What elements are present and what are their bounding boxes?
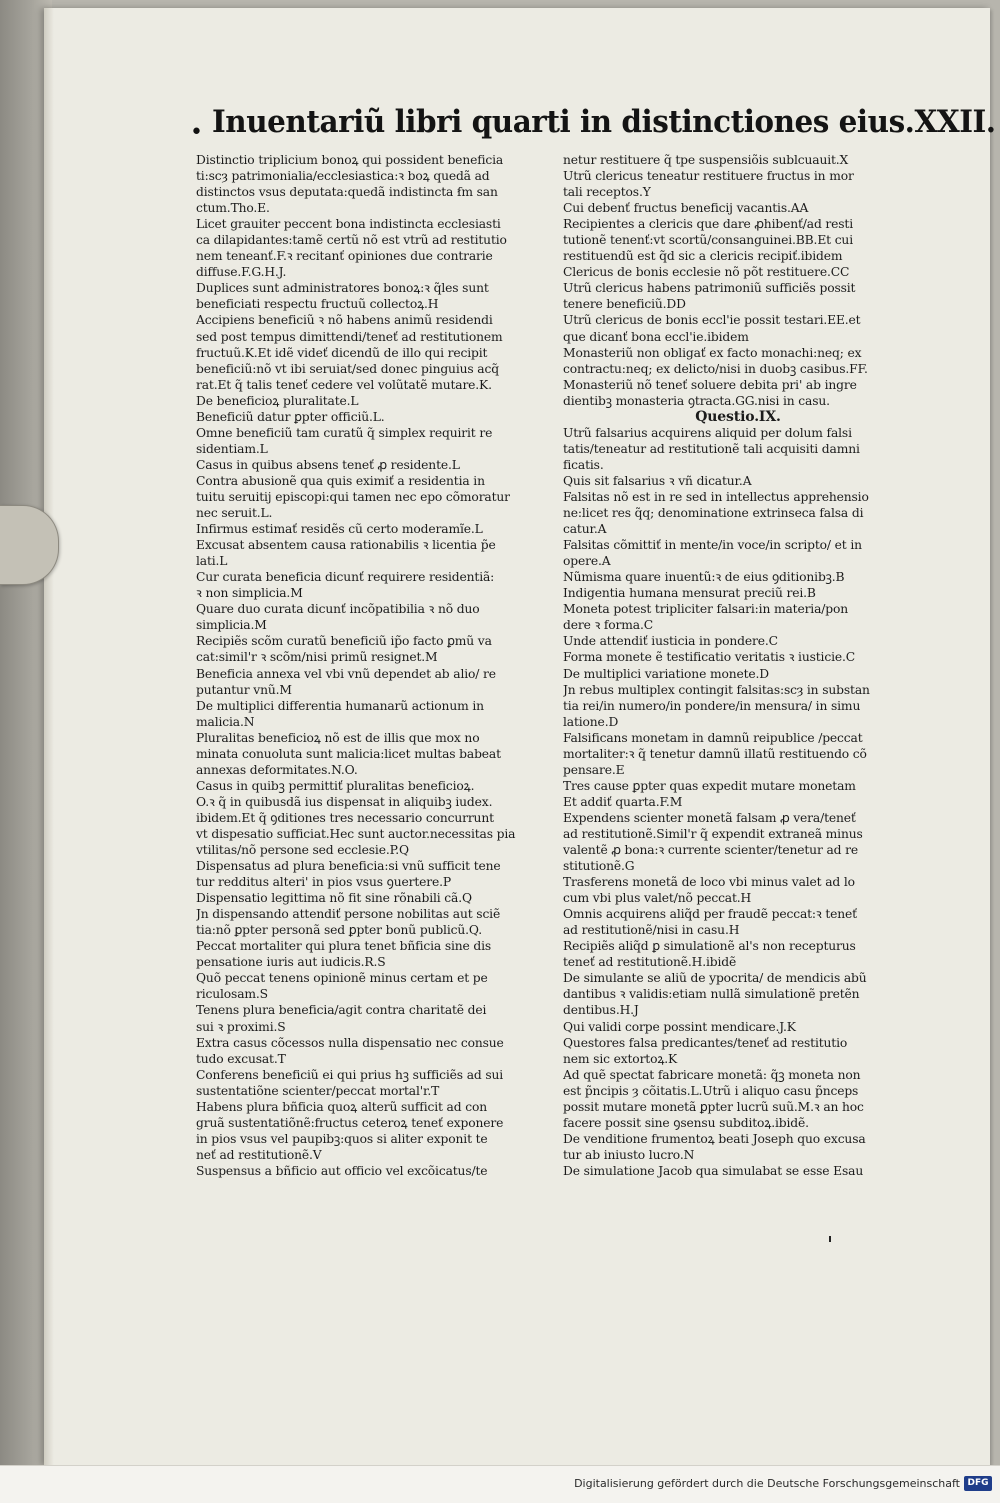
text-line: ad restitutionẽ.Simil'r q̃ expendit extraneã minus <box>563 826 863 841</box>
text-line: Duplices sunt administratores bonoꝝ:ꝛ q̃les sunt <box>196 281 489 296</box>
text-line: De beneficioꝝ pluralitate.L <box>196 393 359 408</box>
dfg-logo: DFG <box>964 1476 992 1491</box>
text-line: in pios vsus vel paupibꝫ:quos si aliter exponit te <box>196 1131 488 1146</box>
text-line: annexas deformitates.N.O. <box>196 762 358 777</box>
text-line: Conferens beneficiũ ei qui prius hꝫ sufficiẽs ad sui <box>196 1067 504 1082</box>
text-line: Habens plura bñficia quoꝝ alterũ sufficit ad con <box>196 1099 487 1114</box>
page-gutter <box>44 8 54 1466</box>
text-line: Omnis acquirens aliq̃d per fraudẽ peccat:ꝛ teneť <box>563 907 857 922</box>
funding-credit: Digitalisierung gefördert durch die Deutsche Forschungsgemeinschaft <box>574 1477 960 1490</box>
text-line: Unde attendiť iusticia in pondere.C <box>563 634 778 649</box>
text-line: Contra abusionẽ qua quis eximiť a residentia in <box>196 473 485 488</box>
text-line: Suspensus a bñficio aut officio vel excõicatus/te <box>196 1163 488 1178</box>
text-line: diffuse.F.G.H.J. <box>196 265 287 280</box>
text-line: distinctos vsus deputata:quedã indistincta ẜm san <box>196 185 498 200</box>
text-line: Casus in quibus absens teneť ꝓ residente.L <box>196 457 460 472</box>
text-line: sed post tempus dimittendi/teneť ad restitutionem <box>196 329 503 344</box>
text-line: opere.A <box>563 554 611 569</box>
text-line: Cur curata beneficia dicunť requirere residentiã: <box>196 570 495 585</box>
text-line: tur redditus alteri' in pios vsus ꝯuertere.P <box>196 875 451 890</box>
text-line: Quare duo curata dicunť incõpatibilia ꝛ nõ duo <box>196 602 480 617</box>
text-line: nec seruit.L. <box>196 506 273 521</box>
text-line: nem sic extortoꝝ.K <box>563 1051 678 1066</box>
text-line: Quõ peccat tenens opinionẽ minus certam et pe <box>196 971 488 986</box>
text-line: Jn rebus multiplex contingit falsitas:scȝ in substan <box>563 682 870 697</box>
text-line: vt dispesatio sufficiat.Hec sunt auctor.necessitas pia <box>196 826 516 841</box>
text-line: Peccat mortaliter qui plura tenet bñficia sine dis <box>196 939 492 954</box>
text-line: valentẽ ꝓ bona:ꝛ currente scienter/tenetur ad re <box>563 843 858 858</box>
text-line: minata conuoluta sunt malicia:licet multas babeat <box>196 746 501 761</box>
text-line: Quis sit falsarius ꝛ vñ dicatur.A <box>563 473 752 488</box>
text-line: fructuũ.K.Et idẽ videť dicendũ de illo qui recipit <box>196 345 488 360</box>
text-line: sidentiam.L <box>196 441 268 456</box>
text-line: Forma monete ẽ testificatio veritatis ꝛ iusticie.C <box>563 650 856 665</box>
text-line: Casus in quibꝫ permittiť pluralitas beneficioꝝ. <box>196 778 475 793</box>
text-line: De simulatione Jacob qua simulabat se esse Esau <box>563 1163 864 1178</box>
text-line: dantibus ꝛ validis:etiam nullã simulationẽ pretẽn <box>563 987 860 1002</box>
text-line: De simulante se aliũ de ypocrita/ de mendicis abũ <box>563 971 867 986</box>
text-line: catur.A <box>563 522 607 537</box>
text-line: est p̃ncipis ȝ cõitatis.L.Utrũ i aliquo casu p̃nceps <box>563 1083 859 1098</box>
text-line: ad restitutionẽ/nisi in casu.H <box>563 923 740 938</box>
text-line: Utrũ clericus teneatur restituere fructus in mor <box>563 169 854 184</box>
text-line: Extra casus cõcessos nulla dispensatio nec consue <box>196 1035 504 1050</box>
text-line: dere ꝛ forma.C <box>563 618 653 633</box>
text-line: O.ꝛ q̃ in quibusdã ius dispensat in aliquibꝫ iudex. <box>196 794 493 809</box>
text-line: beneficiũ:nõ vt ibi seruiat/sed donec pinguius acq̃ <box>196 361 499 376</box>
text-line: restituendũ est q̃d sic a clericis recipiť.ibidem <box>563 249 843 264</box>
text-line: tatis/teneatur ad restitutionẽ tali acquisiti damni <box>563 441 860 456</box>
text-line: vtilitas/nõ persone sed ecclesie.P.Q <box>196 843 409 858</box>
text-line: Omne beneficiũ tam curatũ q̃ simplex requirit re <box>196 425 493 440</box>
text-line: Recipiẽs aliq̃d ꝑ simulationẽ al's non recepturus <box>563 939 856 954</box>
text-line: Infirmus estimať residẽs cũ certo moderamĩe.L <box>196 522 483 537</box>
text-line: pensare.E <box>563 762 625 777</box>
text-line: Expendens scienter monetã falsam ꝓ vera/teneť <box>563 810 856 825</box>
right-column <box>563 152 913 1179</box>
text-line: ctum.Tho.E. <box>196 201 270 216</box>
text-line: gruã sustentatiõnẽ:fructus ceteroꝝ teneť exponere <box>196 1115 504 1130</box>
ink-mark <box>829 1236 831 1242</box>
text-line: tuitu seruitij episcopi:qui tamen nec epo cõmoratur <box>196 489 510 504</box>
text-line: Recipientes a clericis que dare ꝓhibenť/ad resti <box>563 217 854 232</box>
text-line: Falsitas cõmittiť in mente/in voce/in scripto/ et in <box>563 538 862 553</box>
text-line: Ad quẽ spectat fabricare monetã: q̃ꝫ moneta non <box>563 1067 861 1082</box>
text-line: tia rei/in numero/in pondere/in mensura/ in simu <box>563 698 861 713</box>
text-line: latione.D <box>563 714 619 729</box>
text-line: ti:scȝ patrimonialia/ecclesiastica:ꝛ boꝝ quedã ad <box>196 169 490 184</box>
text-line: Dispensatus ad plura beneficia:si vnũ sufficit tene <box>196 859 501 874</box>
text-line: tudo excusat.T <box>196 1051 286 1066</box>
text-line: Jn dispensando attendiť persone nobilitas aut sciẽ <box>196 907 501 922</box>
text-line: tutionẽ tenenť:vt scortũ/consanguinei.BB.Et cui <box>563 233 853 248</box>
text-line: cat:simil'r ꝛ scõm/nisi primũ resignet.M <box>196 650 438 665</box>
text-line: neť ad restitutionẽ.V <box>196 1147 322 1162</box>
text-line: tur ab iniusto lucro.N <box>563 1147 695 1162</box>
section-heading: Questio.IX. <box>695 408 781 425</box>
title-bullet: • <box>190 120 203 145</box>
text-line: sui ꝛ proximi.S <box>196 1019 286 1034</box>
text-line: teneť ad restitutionẽ.H.ibidẽ <box>563 955 737 970</box>
text-line: Questores falsa predicantes/teneť ad restitutio <box>563 1035 848 1050</box>
text-line: Distinctio triplicium bonoꝝ qui possident beneficia <box>196 153 504 167</box>
footer-bar <box>0 1465 1000 1503</box>
text-line: dientibꝫ monasteria ꝯtracta.GG.nisi in casu. <box>563 393 830 408</box>
text-line: Cui debenť fructus beneficij vacantis.AA <box>563 201 809 216</box>
text-line: tia:nõ ꝑpter personã sed ꝑpter bonũ publicũ.Q. <box>196 923 482 938</box>
text-line: Dispensatio legittima nõ fit sine rõnabili cã.Q <box>196 891 472 906</box>
text-line: Utrũ clericus de bonis eccl'ie possit testari.EE.et <box>563 313 861 328</box>
text-line: tali receptos.Y <box>563 185 651 200</box>
text-line: stitutionẽ.G <box>563 859 635 874</box>
text-line: lati.L <box>196 554 228 569</box>
text-line: ꝛ non simplicia.M <box>196 586 303 601</box>
text-line: Monasteriũ non obligať ex facto monachi:neq; ex <box>563 345 862 360</box>
text-line: Excusat absentem causa rationabilis ꝛ licentia p̃e <box>196 538 496 553</box>
text-line: Nũmisma quare inuentũ:ꝛ de eius ꝯditionibꝫ.B <box>563 570 845 585</box>
text-line: De venditione frumentoꝝ beati Joseph quo excusa <box>563 1131 866 1146</box>
text-line: Monasteriũ nõ teneť soluere debita pri' ab ingre <box>563 377 857 392</box>
text-line: De multiplici differentia humanarũ actionum in <box>196 698 484 713</box>
text-line: que dicanť bona eccl'ie.ibidem <box>563 329 749 344</box>
text-line: Utrũ falsarius acquirens aliquid per dolum falsi <box>563 425 852 440</box>
text-line: Tres cause ꝑpter quas expedit mutare monetam <box>563 778 856 793</box>
text-line: tenere beneficiũ.DD <box>563 297 686 312</box>
text-line: Trasferens monetã de loco vbi minus valet ad lo <box>563 875 855 890</box>
text-line: ca dilapidantes:tamẽ certũ nõ est vtrũ ad restitutio <box>196 233 507 248</box>
text-line: Qui validi corpe possint mendicare.J.K <box>563 1019 796 1034</box>
text-line: Moneta potest tripliciter falsari:in materia/pon <box>563 602 849 617</box>
text-line: rat.Et q̃ talis teneť cedere vel volũtatẽ mutare.K. <box>196 377 492 392</box>
text-line: Licet grauiter peccent bona indistincta ecclesiasti <box>196 217 501 232</box>
text-line: ne:licet res q̃q; denominatione extrinseca falsa di <box>563 506 864 521</box>
text-line: pensatione iuris aut iudicis.R.S <box>196 955 386 970</box>
text-line: beneficiati respectu fructuũ collectoꝝ.H <box>196 297 439 312</box>
text-line: contractu:neq; ex delicto/nisi in duobꝫ casibus.FF. <box>563 361 868 376</box>
page-title: Inuentariũ libri quarti in distinctiones eius.XXII. <box>212 104 996 140</box>
text-line: riculosam.S <box>196 987 268 1002</box>
text-line: malicia.N <box>196 714 255 729</box>
text-line: Falsitas nõ est in re sed in intellectus apprehensio <box>563 489 869 504</box>
text-line: cum vbi plus valet/nõ peccat.H <box>563 891 752 906</box>
text-line: dentibus.H.J <box>563 1003 639 1018</box>
text-line: netur restituere q̃ tpe suspensiõis sublcuauit.X <box>563 153 849 167</box>
text-line: putantur vnũ.M <box>196 682 292 697</box>
text-line: nem teneanť.F.ꝛ recitanť opiniones due contrarie <box>196 249 493 264</box>
text-line: ibidem.Et q̃ ꝯditiones tres necessario concurrunt <box>196 810 494 825</box>
text-line: Clericus de bonis ecclesie nõ põt restituere.CC <box>563 265 850 280</box>
text-line: Beneficiũ datur ꝑpter officiũ.L. <box>196 409 385 424</box>
text-line: facere possit sine ꝯsensu subditoꝝ.ibidẽ. <box>563 1115 809 1130</box>
text-line: Pluralitas beneficioꝝ nõ est de illis que mox no <box>196 730 480 745</box>
text-line: Falsificans monetam in damnũ reipublice /peccat <box>563 730 863 745</box>
text-line: Tenens plura beneficia/agit contra charitatẽ dei <box>196 1003 487 1018</box>
text-line: Indigentia humana mensurat preciũ rei.B <box>563 586 816 601</box>
text-line: ficatis. <box>563 457 604 472</box>
left-column <box>196 152 546 1179</box>
text-line: simplicia.M <box>196 618 267 633</box>
text-line: possit mutare monetã ꝑpter lucrũ suũ.M.ꝛ an hoc <box>563 1099 864 1114</box>
text-line: mortaliter:ꝛ q̃ tenetur damnũ illatũ restituendo cõ <box>563 746 867 761</box>
text-line: Et addiť quarta.F.M <box>563 794 683 809</box>
text-line: Utrũ clericus habens patrimoniũ sufficiẽs possit <box>563 281 856 296</box>
text-line: Recipiẽs scõm curatũ beneficiũ ip̃o facto ꝑmũ va <box>196 634 492 649</box>
text-line: Beneficia annexa vel vbi vnũ dependet ab alio/ re <box>196 666 496 681</box>
text-line: Accipiens beneficiũ ꝛ nõ habens animũ residendi <box>196 313 493 328</box>
text-line: sustentatiõne scienter/peccat mortal'r.T <box>196 1083 440 1098</box>
text-line: De multiplici variatione monete.D <box>563 666 770 681</box>
